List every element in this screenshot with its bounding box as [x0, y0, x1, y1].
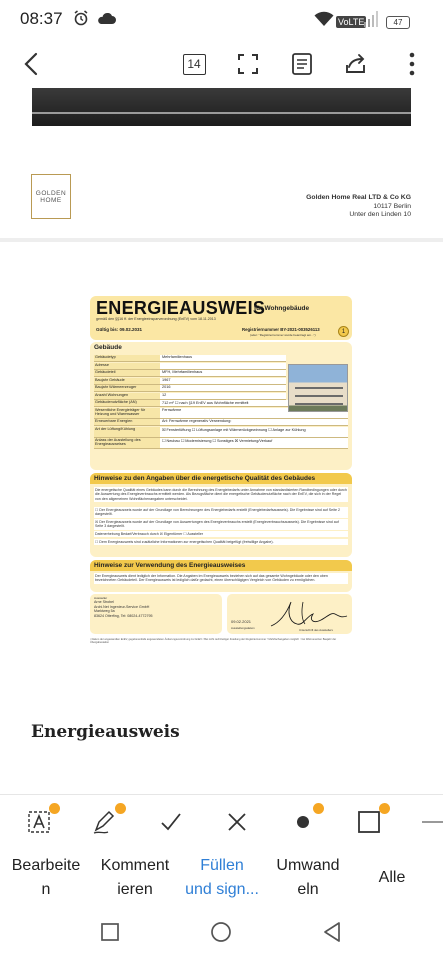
home-button[interactable] [210, 921, 232, 948]
dot-tool[interactable] [288, 807, 318, 837]
signal-icon [364, 11, 378, 32]
annotation-toolbar [0, 794, 443, 854]
hints-section [90, 473, 352, 557]
tab-all[interactable]: Alle [378, 869, 406, 886]
tab-comment[interactable]: Komment ieren [100, 857, 170, 898]
form-row-value [160, 363, 286, 369]
tab-fill-sign[interactable]: Füllen und sign... [185, 857, 259, 898]
previous-page [0, 88, 443, 238]
form-subtitle: gemäß den §§16 ff. der Energieeinsparverordnung (EnEV) vom 18.11.2013 [96, 317, 216, 321]
form-row-value: 712 m² ☐ nach §19 EnEV aus Wohnfläche ermittelt [160, 400, 348, 406]
form-row [94, 427, 348, 438]
rectangle-icon [357, 810, 381, 834]
more-icon [409, 52, 415, 76]
form-row [94, 355, 286, 362]
form-row-value: Fernwärme [160, 408, 348, 418]
cross-tool[interactable] [222, 807, 252, 837]
form-row [94, 378, 286, 385]
document-viewer[interactable] [0, 88, 443, 794]
page-badge: 1 [338, 326, 349, 337]
share-button[interactable] [338, 46, 374, 82]
registration-note: (oder: "Registriernummer wurde beantragt am...") [250, 333, 316, 337]
usage-text: Der Energieausweis dient lediglich der Information. Die Angaben im Energieausweis beziehen sich auf das gesamte Wohngebäude oder den oben bezeichneten Gebäudeteil. Der Energieausweis ist lediglich dafür gedacht, einen überschlägigen Vergleich von Gebäuden zu ermöglichen. [94, 573, 348, 584]
issuer-company: Archi.Net Ingenieur-Service GmbH [94, 604, 150, 609]
building-photo [288, 364, 348, 412]
battery-icon: 47 [386, 12, 410, 30]
form-row [94, 385, 286, 392]
checkmark-tool[interactable] [156, 807, 186, 837]
signature-box [227, 594, 352, 634]
form-row-value: ☐ Neubau ☐ Modernisierung ☐ Sonstiges ☒ Vermietung/Verkauf [160, 438, 348, 448]
issue-date: 09.02.2021 [231, 619, 252, 624]
premium-crown-icon [379, 803, 390, 814]
tab-edit[interactable]: Bearbeite n [11, 857, 81, 898]
issuer-box [90, 594, 222, 634]
form-row-label: Gebäudeteil [94, 370, 160, 376]
status-bar [0, 0, 443, 38]
checkbox-additional-info: ☐ Dem Energieausweis sind zusätzliche Informationen zur energetischen Qualität beigefügt (freiwillige Angabe). [94, 539, 348, 545]
volte-badge: VoLTE [338, 17, 365, 27]
form-row-value: 2016 [160, 385, 286, 391]
signature-scribble [269, 596, 349, 630]
form-row-label: Anzahl Wohnungen [94, 393, 160, 399]
form-row-label: Anlass der Ausstellung des Energieausweises [94, 438, 160, 448]
form-row-value: MFH, Mehrfamilienhaus [160, 370, 286, 376]
golden-home-logo: GOLDEN HOME [31, 174, 71, 219]
signature-label: Unterschrift des Ausstellers [299, 628, 333, 632]
sign-tool[interactable] [90, 807, 120, 837]
form-row-label: Gebäudetyp [94, 355, 160, 361]
hints-text: Die energetische Qualität eines Gebäudes kann durch die Berechnung des Energiebedarfs unter Annahme von standardisierten Randbedingungen oder durch die Auswertung des Energieverbrauchs ermittelt werden. Als Bezugsfläche dient die energetische Gebäudenutzfläche nach der EnEV, die sich in der Regel von den allgemeinen Wohnflächenangaben unterscheidet. [95, 488, 347, 501]
issuer-label: Aussteller [94, 596, 108, 600]
fullscreen-icon [237, 53, 259, 75]
form-row-value: Art: Fernwärme regenerativ Verwendung: [160, 419, 348, 425]
company-street: Unter den Linden 10 [349, 211, 411, 218]
share-icon [344, 53, 368, 75]
form-row [94, 363, 286, 370]
nav-back-icon [322, 921, 342, 943]
form-row-value: Mehrfamilienhaus [160, 355, 286, 361]
form-header [90, 296, 352, 340]
tab-convert[interactable]: Umwand eln [276, 857, 340, 898]
form-row-label: Baujahr Wärmeerzeuger [94, 385, 160, 391]
hints-section-title: Hinweise zu den Angaben über die energetische Qualität des Gebäudes [90, 473, 352, 484]
form-row-label: Baujahr Gebäude [94, 378, 160, 384]
form-footnote: ¹ Datum der angewandten EnEV, gegebenenfalls angewendeten Änderungsverordnung zur EnEV ² Bei nicht rechtzeitiger Zuteilung der Registriernummer ³ Mehrfachangaben möglich ⁴ bei Wärmenetzen Baujahr der Übergabestation [90, 638, 337, 645]
current-page [0, 242, 443, 794]
fullscreen-button[interactable] [230, 46, 266, 82]
reading-mode-button[interactable] [284, 46, 320, 82]
building-section-title: Gebäude [94, 344, 122, 351]
form-row-label: Wesentliche Energieträger für Heizung und Warmwasser [94, 408, 160, 418]
issue-date-label: Ausstellungsdatum [231, 626, 255, 630]
valid-until: Gültig bis: 09.02.2031 [96, 327, 143, 332]
form-row [94, 393, 286, 400]
street-photo [32, 88, 411, 126]
form-title: ENERGIEAUSWEIS [96, 298, 266, 318]
data-collection: Datenerhebung Bedarf/Verbrauch durch ☒ Eigentümer ☐ Aussteller [94, 531, 348, 537]
recents-icon [100, 922, 120, 942]
dot-icon [295, 814, 311, 830]
form-row-value: 1967 [160, 378, 286, 384]
home-icon [210, 921, 232, 943]
top-toolbar [0, 38, 443, 88]
checkmark-icon [159, 811, 183, 833]
nav-back-button[interactable] [322, 921, 342, 948]
clock: 08:37 [20, 9, 63, 28]
cloud-icon [96, 12, 116, 30]
form-row-value: ☒ Fensterlüftung ☐ Lüftungsanlage mit Wärmerückgewinnung ☐ Anlage zur Kühlung [160, 427, 348, 437]
form-row-label: Adresse [94, 363, 160, 369]
text-box-tool[interactable] [24, 807, 54, 837]
issuer-street: Marktweg 5a [94, 609, 115, 614]
issuer-city: 83624 Otterfing, Tel: 08024-4772795 [94, 613, 153, 618]
rectangle-tool[interactable] [354, 807, 384, 837]
page-number-icon: 14 [183, 54, 206, 75]
premium-crown-icon [115, 803, 126, 814]
system-nav-bar [0, 904, 443, 960]
back-arrow-icon [22, 52, 42, 76]
form-row-label: Erneuerbare Energien [94, 419, 160, 425]
form-row [94, 419, 348, 426]
energieausweis-form [90, 296, 352, 645]
form-row-label: Gebäudenutzfläche (AN) [94, 400, 160, 406]
recents-button[interactable] [100, 922, 120, 947]
cross-icon [226, 811, 248, 833]
back-button[interactable] [14, 46, 50, 82]
premium-crown-icon [49, 803, 60, 814]
more-button[interactable] [394, 46, 430, 82]
page-number-button[interactable] [176, 46, 212, 82]
page-caption: Energieausweis [31, 722, 180, 742]
text-box-icon [27, 810, 51, 834]
premium-crown-icon [313, 803, 324, 814]
more-tools-indicator [422, 821, 443, 823]
registration-label: Registriernummer BY-2021-003526113 [242, 327, 320, 332]
alarm-icon [74, 10, 88, 31]
company-name: Golden Home Real LTD & Co KG [306, 194, 411, 201]
form-row [94, 370, 286, 377]
company-city: 10117 Berlin [373, 202, 411, 210]
form-row-label: Art der Lüftung/Kühlung [94, 427, 160, 437]
mode-tabs [0, 854, 443, 904]
checkbox-bedarf: ☐ Der Energieausweis wurde auf der Grundlage von Berechnungen des Energiebedarfs erstellt (Energiebedarfsausweis). Die Ergebnisse sind auf Seite 2 dargestellt. [94, 507, 348, 518]
usage-section-title: Hinweise zur Verwendung des Energieausweises [90, 560, 352, 571]
form-row [94, 438, 348, 449]
pen-sign-icon [92, 810, 118, 834]
company-address [306, 194, 411, 220]
reading-mode-icon [291, 52, 313, 76]
usage-section [90, 560, 352, 592]
checkbox-verbrauch: ☒ Der Energieausweis wurde auf der Grundlage von Auswertungen des Energieverbrauchs erstellt (Energieverbrauchsausweis). Die Ergebnisse sind auf Seite 3 dargestellt. [94, 519, 348, 530]
form-title-suffix: für Wohngebäude [254, 305, 310, 312]
form-row-value: 12 [160, 393, 286, 399]
building-section [90, 342, 352, 470]
wifi-icon [314, 11, 334, 32]
issuer-name: Arne Strobel [94, 600, 114, 605]
